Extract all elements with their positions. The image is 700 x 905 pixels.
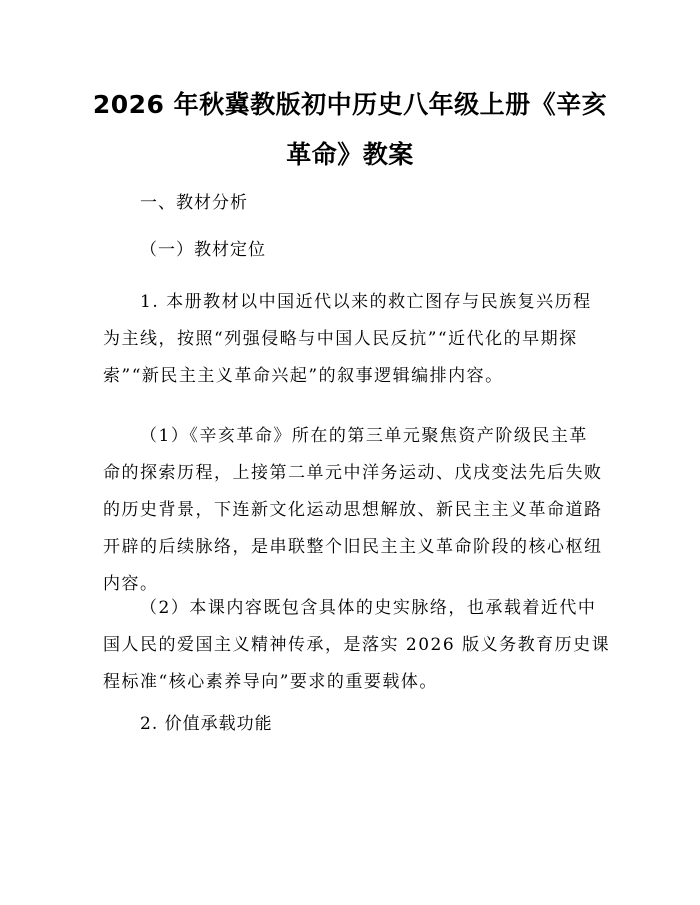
- paragraph: [103, 418, 623, 603]
- paragraph-line: 程标准“核心素养导向”要求的重要载体。: [103, 672, 438, 692]
- section-heading: 一、教材分析: [140, 193, 248, 213]
- paragraph-line: （2）本课内容既包含具体的史实脉络，也承载着近代中: [140, 598, 597, 618]
- paragraph-line: 的历史背景，下连新文化运动思想解放、新民主主义革命道路: [103, 500, 603, 520]
- subsection-heading: （一）教材定位: [140, 240, 266, 260]
- paragraph-line: 命的探索历程，上接第二单元中洋务运动、戊戌变法先后失败: [103, 463, 603, 483]
- document-title: [70, 80, 630, 180]
- paragraph-line: 为主线，按照“列强侵略与中国人民反抗”“近代化的早期探: [103, 329, 578, 349]
- paragraph-line: 开辟的后续脉络，是串联整个旧民主主义革命阶段的核心枢纽: [103, 537, 603, 557]
- paragraph-line: 国人民的爱国主义精神传承，是落实 2026 版义务教育历史课: [103, 635, 611, 655]
- numbered-item-heading: 2. 价值承载功能: [140, 714, 273, 734]
- paragraph-line: 索”“新民主主义革命兴起”的叙事逻辑编排内容。: [103, 366, 504, 386]
- paragraph-line: 1. 本册教材以中国近代以来的救亡图存与民族复兴历程: [140, 292, 592, 312]
- paragraph: [103, 590, 623, 701]
- paragraph: [103, 284, 623, 395]
- title-line: 革命》教案: [286, 140, 414, 169]
- paragraph-line: （1）《辛亥革命》所在的第三单元聚焦资产阶级民主革: [140, 426, 588, 446]
- title-line: 2026 年秋冀教版初中历史八年级上册《辛亥: [92, 90, 608, 119]
- paragraph-line: 内容。: [103, 574, 159, 594]
